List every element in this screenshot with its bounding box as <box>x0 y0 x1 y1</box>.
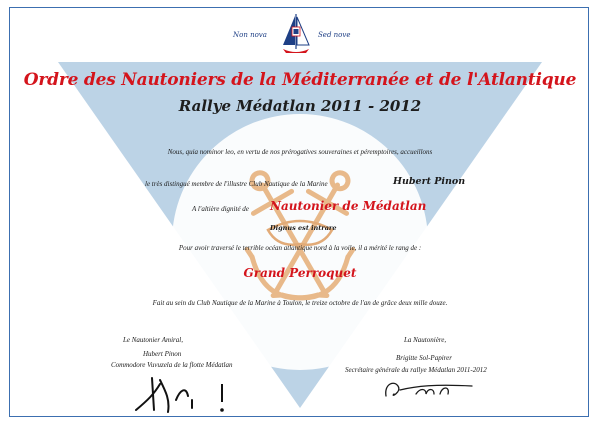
signature-left <box>130 370 240 418</box>
sailboat-logo-icon <box>279 11 313 61</box>
left-signer-role: Le Nautonier Amiral, <box>123 336 183 344</box>
body-line-5: Fait au sein du Club Nautique de la Marine à Toulon, le treize octobre de l'an de grâce deux mille douze. <box>152 299 448 307</box>
right-signer-role: La Nautonière, <box>404 336 447 344</box>
certificate-title: Ordre des Nautoniers de la Méditerranée et de l'Atlantique <box>23 70 577 90</box>
body-line-1: Nous, quia nominor leo, en vertu de nos prérogatives souveraines et péremptoires, accueillons <box>167 148 433 156</box>
dignity-note: Dignus est intrare <box>270 224 337 232</box>
body-line-4: Pour avoir traversé le terrible océan atlantique nord à la voile, il a mérité le rang de : <box>178 244 422 252</box>
right-signer-title: Secrétaire générale du rallye Médatlan 2011-2012 <box>345 366 487 374</box>
motto-left: Non nova <box>233 31 267 39</box>
dignity: Nautonier de Médatlan <box>270 199 427 213</box>
certificate-subtitle: Rallye Médatlan 2011 - 2012 <box>178 97 422 115</box>
member-name: Hubert Pinon <box>393 176 466 187</box>
body-line-3: A l'altière dignité de <box>192 205 249 213</box>
signature-right <box>376 372 486 404</box>
left-signer-title: Commodore Vuvuzela de la flotte Médatlan <box>111 361 233 369</box>
body-line-2: le très distingué membre de l'illustre Club Nautique de la Marine <box>145 180 328 188</box>
right-signer-name: Brigitte Sol-Papirer <box>396 354 452 362</box>
left-signer-name: Hubert Pinon <box>143 350 182 358</box>
rank: Grand Perroquet <box>243 266 357 280</box>
motto-right: Sed nove <box>318 31 351 39</box>
